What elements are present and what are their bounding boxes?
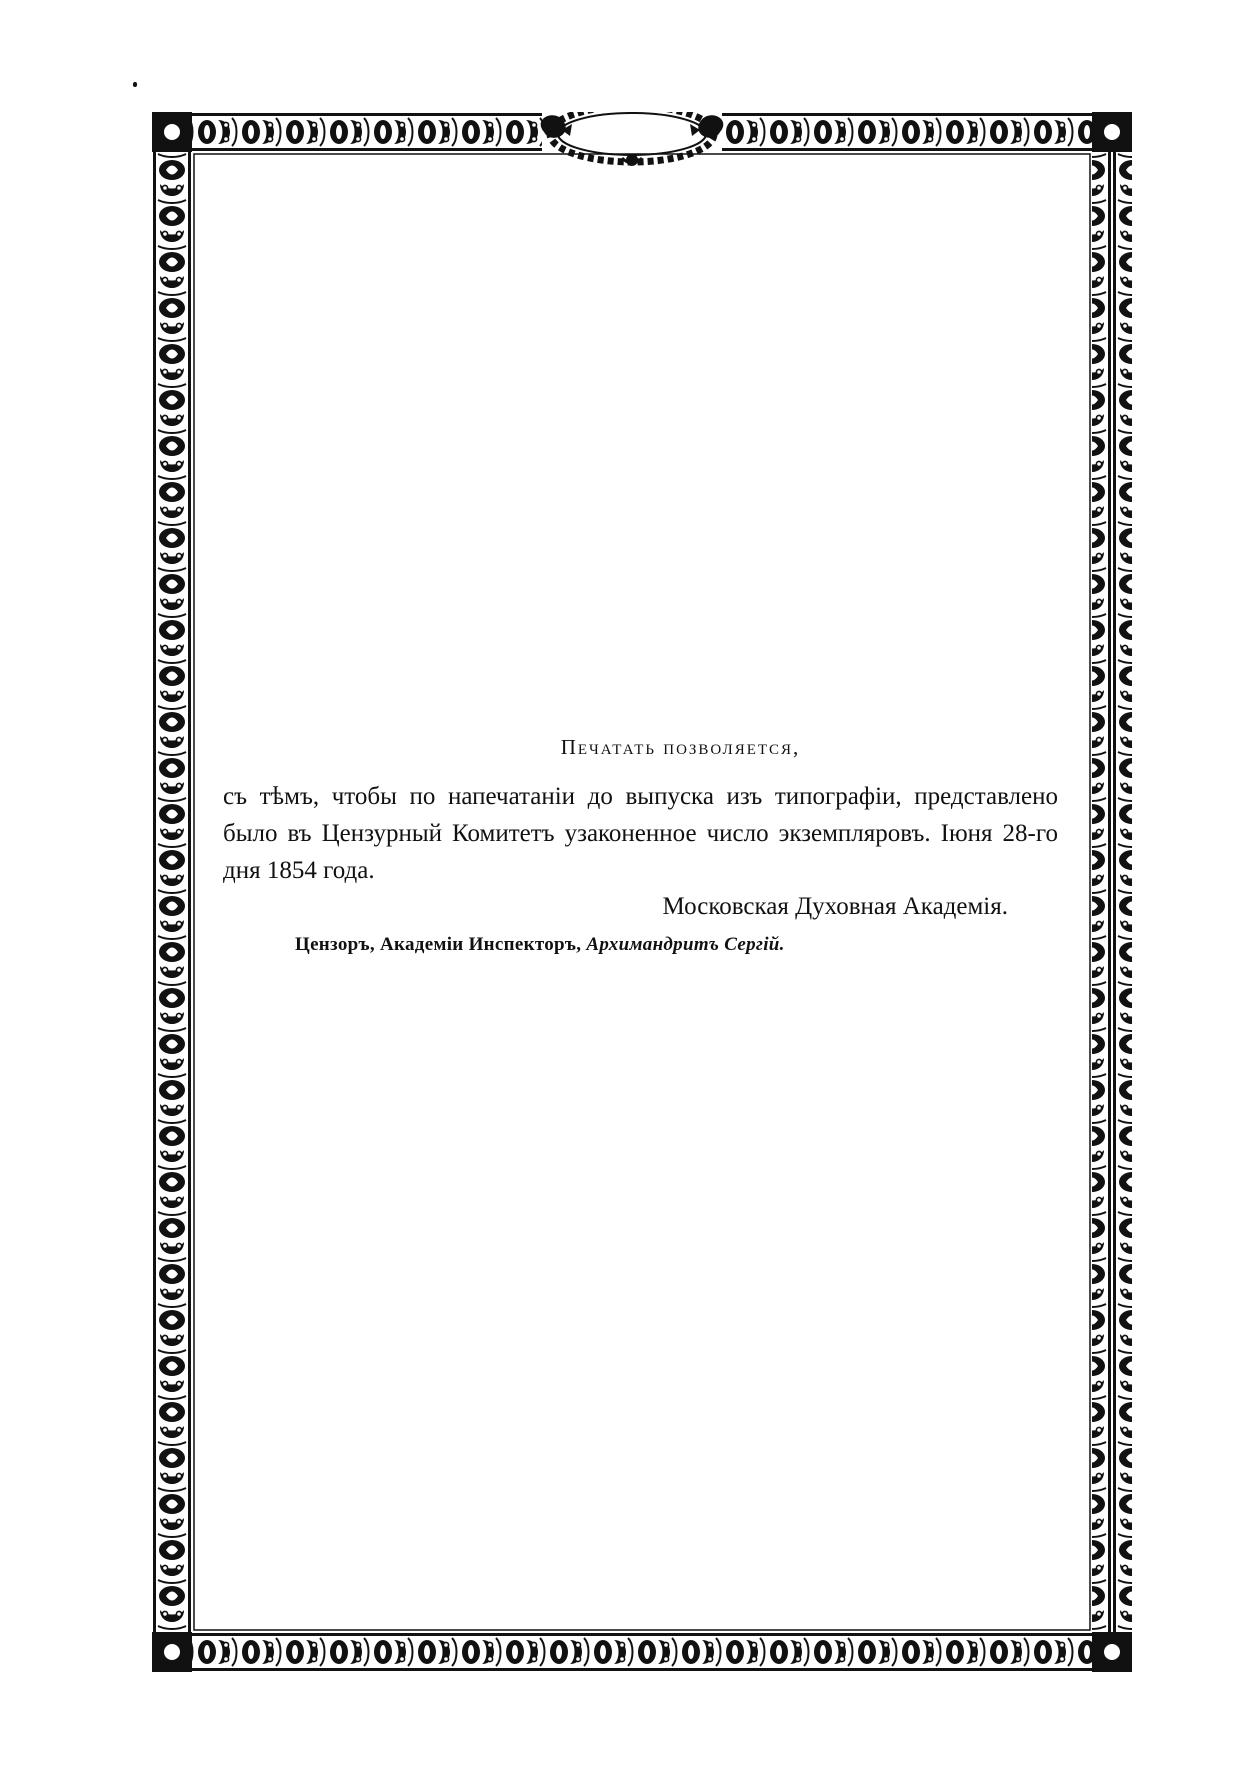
left-border — [152, 152, 192, 1632]
wreath-ornament — [541, 112, 724, 166]
bottom-border — [152, 1632, 1132, 1672]
institution-line: Московская Духовная Академія. — [662, 893, 1008, 920]
censor-line — [295, 929, 1058, 961]
right-border — [1092, 152, 1132, 1632]
imprimatur-block — [223, 735, 1058, 961]
censor-name: Архимандритъ Сергій. — [586, 934, 785, 955]
permission-paragraph: съ тѣмъ, чтобы по напечатаніи до выпуска изъ типографіи, представлено было въ Цензурный Комитетъ узаконенное число экземпляровъ. Іюня 28-го дня 1854 года. — [223, 783, 1058, 884]
page-title: Печатать позволяется, — [560, 735, 801, 759]
top-border-left — [152, 112, 542, 152]
top-border-right — [722, 112, 1132, 152]
ink-speck — [133, 82, 137, 87]
censor-title: Цензоръ, Академіи Инспекторъ, — [295, 934, 582, 955]
